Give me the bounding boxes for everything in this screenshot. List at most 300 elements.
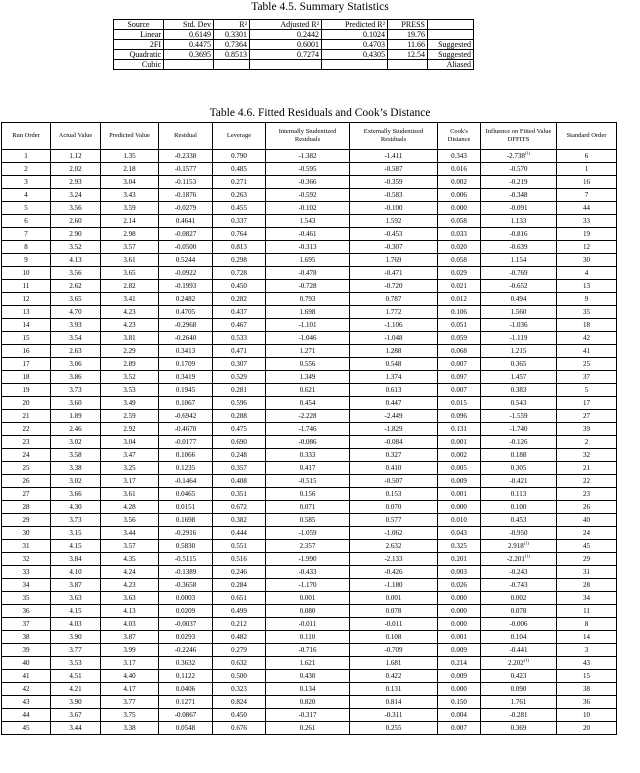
cell-internal-studentized <box>266 462 350 475</box>
table-row <box>2 228 617 241</box>
cell-value: 4.15 <box>69 542 82 550</box>
cell-value: 2 <box>24 165 28 173</box>
summary-header-press: PRESS <box>388 20 428 30</box>
cell-predicted-value <box>101 501 159 514</box>
cell-value: 0.307 <box>231 360 247 368</box>
cell-internal-studentized <box>266 488 350 501</box>
cell-standard-order <box>557 436 617 449</box>
cell-predicted-value <box>101 579 159 592</box>
cell-value: 0.548 <box>385 360 402 368</box>
cell-dffits <box>481 475 557 488</box>
cell-run-order <box>2 358 51 371</box>
cell-value: 3.93 <box>69 321 82 329</box>
cell-value: 35 <box>583 308 590 316</box>
cell-run-order <box>2 202 51 215</box>
cell-internal-studentized <box>266 449 350 462</box>
cell-actual-value <box>51 449 101 462</box>
cell-value: 3.43 <box>123 191 136 199</box>
table-row <box>2 631 617 644</box>
cell-cooks-distance <box>438 709 481 722</box>
cell-value: 0.787 <box>385 295 402 303</box>
cell-value: 0.764 <box>231 230 247 238</box>
cell-value: -0.102 <box>298 204 317 212</box>
cell-value: 2.60 <box>69 217 82 225</box>
cell-leverage <box>213 501 266 514</box>
cell-run-order <box>2 709 51 722</box>
summary-cell-press: 11.66 <box>388 40 428 50</box>
cell-value: -0.816 <box>509 230 528 238</box>
summary-cell-r-squared <box>214 60 250 70</box>
cell-value: 35 <box>22 594 30 602</box>
cell-predicted-value <box>101 657 159 670</box>
cell-external-studentized <box>350 449 438 462</box>
cell-value: 29 <box>22 516 30 524</box>
cell-value: 0.613 <box>385 386 402 394</box>
cell-residual <box>159 163 213 176</box>
cell-value: 0.288 <box>231 412 247 420</box>
summary-cell-adjusted-r-squared <box>250 60 322 70</box>
cell-predicted-value <box>101 202 159 215</box>
cell-value: -1.101 <box>298 321 317 329</box>
cell-value: 4.24 <box>123 568 136 576</box>
cell-predicted-value <box>101 644 159 657</box>
cell-leverage <box>213 488 266 501</box>
cell-value: 0.5244 <box>175 256 196 264</box>
table-row <box>2 683 617 696</box>
cell-value: 0.108 <box>385 633 402 641</box>
cell-residual <box>159 683 213 696</box>
cell-value: 43 <box>583 659 590 667</box>
cell-cooks-distance <box>438 553 481 566</box>
cell-value: 0.343 <box>451 152 467 160</box>
header-run-order: Run Order <box>2 123 51 150</box>
cell-dffits <box>481 293 557 306</box>
cell-value: 25 <box>22 464 30 472</box>
cell-value: 0.150 <box>451 698 467 706</box>
cell-predicted-value <box>101 241 159 254</box>
cell-standard-order <box>557 488 617 501</box>
cell-value: 0.485 <box>231 165 247 173</box>
cell-value: 0.551 <box>231 542 247 550</box>
cell-value: 0.007 <box>451 360 467 368</box>
cell-leverage <box>213 241 266 254</box>
cell-cooks-distance <box>438 540 481 553</box>
table-row <box>2 488 617 501</box>
cell-dffits <box>481 462 557 475</box>
cell-dffits <box>481 176 557 189</box>
cell-residual <box>159 345 213 358</box>
cell-value: 3.65 <box>123 269 136 277</box>
cell-actual-value <box>51 345 101 358</box>
cell-value: 0.188 <box>510 451 527 459</box>
cell-value: 0.471 <box>231 347 247 355</box>
cell-value: -0.307 <box>384 243 403 251</box>
cell-dffits <box>481 605 557 618</box>
cell-value: 45 <box>22 724 30 732</box>
header-dffits: Influence on Fitted Value DFFITS <box>481 123 557 150</box>
cell-value: 15 <box>22 334 30 342</box>
cell-value: -0.471 <box>384 269 403 277</box>
cell-value: 42 <box>583 334 590 342</box>
cell-leverage <box>213 436 266 449</box>
cell-value: 32 <box>22 555 30 563</box>
cell-internal-studentized <box>266 618 350 631</box>
cell-value: -0.433 <box>298 568 317 576</box>
cell-run-order <box>2 631 51 644</box>
cell-value: -1.106 <box>384 321 403 329</box>
cell-value: 0.500 <box>231 672 247 680</box>
cell-external-studentized <box>350 696 438 709</box>
cell-value: 3.59 <box>123 204 136 212</box>
cell-standard-order <box>557 709 617 722</box>
cell-value: 3.02 <box>69 438 82 446</box>
cell-value: 3.81 <box>123 334 136 342</box>
cell-external-studentized <box>350 553 438 566</box>
cell-value: 0.4641 <box>175 217 196 225</box>
cell-run-order <box>2 657 51 670</box>
cell-standard-order <box>557 722 617 735</box>
cell-value: 2.63 <box>69 347 82 355</box>
cell-value: 1.35 <box>123 152 136 160</box>
cell-predicted-value <box>101 293 159 306</box>
cell-internal-studentized <box>266 631 350 644</box>
cell-value: 1.681 <box>385 659 402 667</box>
cell-value: 0.248 <box>231 451 247 459</box>
cell-residual <box>159 267 213 280</box>
cell-value: -0.2640 <box>174 334 197 342</box>
table-row <box>2 254 617 267</box>
cell-value: -0.006 <box>509 620 528 628</box>
table-row <box>2 436 617 449</box>
cell-actual-value <box>51 228 101 241</box>
cell-value: 2.89 <box>123 360 136 368</box>
cell-value: 0.337 <box>231 217 247 225</box>
cell-run-order <box>2 566 51 579</box>
cell-external-studentized <box>350 566 438 579</box>
cell-residual <box>159 475 213 488</box>
cell-actual-value <box>51 163 101 176</box>
cell-value: -0.1876 <box>174 191 197 199</box>
cell-value: -1.829 <box>384 425 403 433</box>
cell-leverage <box>213 163 266 176</box>
summary-row <box>114 30 474 40</box>
cell-external-studentized <box>350 514 438 527</box>
cell-value: 0.004 <box>451 711 467 719</box>
cell-actual-value <box>51 644 101 657</box>
cell-value: 0.020 <box>451 243 467 251</box>
cell-external-studentized <box>350 254 438 267</box>
cell-value: -0.1389 <box>174 568 197 576</box>
table-row <box>2 475 617 488</box>
cell-cooks-distance <box>438 631 481 644</box>
cell-standard-order <box>557 618 617 631</box>
cell-value: 0.556 <box>299 360 316 368</box>
cell-value: -0.219 <box>509 178 528 186</box>
cell-standard-order <box>557 280 617 293</box>
cell-residual <box>159 202 213 215</box>
cell-value: -0.461 <box>298 230 317 238</box>
cell-value: 19 <box>22 386 30 394</box>
cell-standard-order <box>557 631 617 644</box>
cell-value: 0.033 <box>451 230 467 238</box>
cell-value: 0.009 <box>451 672 467 680</box>
cell-external-studentized <box>350 189 438 202</box>
cell-external-studentized <box>350 475 438 488</box>
table-row <box>2 449 617 462</box>
cell-value: 2.02 <box>69 165 82 173</box>
cell-value: 0.820 <box>299 698 316 706</box>
cell-predicted-value <box>101 566 159 579</box>
cell-value: 17 <box>22 360 30 368</box>
cell-value: 0.357 <box>231 464 247 472</box>
cell-external-studentized <box>350 202 438 215</box>
table-row <box>2 605 617 618</box>
cell-run-order <box>2 514 51 527</box>
summary-cell-press: 19.76 <box>388 30 428 40</box>
cell-dffits <box>481 163 557 176</box>
cell-value: 2.46 <box>69 425 82 433</box>
cell-value: 0.001 <box>451 633 467 641</box>
cell-standard-order <box>557 371 617 384</box>
cell-leverage <box>213 332 266 345</box>
cell-cooks-distance <box>438 475 481 488</box>
cell-value: 0.1066 <box>175 451 196 459</box>
cell-cooks-distance <box>438 436 481 449</box>
cell-residual <box>159 618 213 631</box>
cell-residual <box>159 332 213 345</box>
cell-value: 0.676 <box>231 724 247 732</box>
cell-run-order <box>2 241 51 254</box>
cell-external-studentized <box>350 683 438 696</box>
cell-value: 3.52 <box>69 243 82 251</box>
cell-actual-value <box>51 553 101 566</box>
cell-run-order <box>2 540 51 553</box>
cell-dffits <box>481 384 557 397</box>
cell-value: 3.90 <box>69 698 82 706</box>
cell-run-order <box>2 553 51 566</box>
cell-external-studentized <box>350 306 438 319</box>
cell-leverage <box>213 696 266 709</box>
cell-value: -0.311 <box>384 711 403 719</box>
cell-run-order <box>2 644 51 657</box>
table-row <box>2 410 617 423</box>
cell-predicted-value <box>101 215 159 228</box>
cell-external-studentized <box>350 631 438 644</box>
summary-cell-adjusted-r-squared: 0.6001 <box>250 40 322 50</box>
cell-value: -0.709 <box>384 646 403 654</box>
cell-value: 0.323 <box>231 685 247 693</box>
cell-external-studentized <box>350 280 438 293</box>
cell-value: 4.35 <box>123 555 136 563</box>
cell-predicted-value <box>101 527 159 540</box>
cell-value: -1.119 <box>509 334 528 342</box>
cell-value: 0.298 <box>231 256 247 264</box>
cell-value: 3.61 <box>123 256 136 264</box>
table-row <box>2 644 617 657</box>
cell-value: -0.243 <box>509 568 528 576</box>
cell-value: 43 <box>22 698 30 706</box>
cell-value: 20 <box>22 399 30 407</box>
cell-value: 26 <box>583 503 590 511</box>
cell-value: 3 <box>584 646 589 654</box>
cell-value: 4.03 <box>69 620 82 628</box>
cell-external-studentized <box>350 397 438 410</box>
cell-residual <box>159 254 213 267</box>
cell-value: 31 <box>22 542 30 550</box>
cell-value: 0.068 <box>451 347 467 355</box>
cell-standard-order <box>557 696 617 709</box>
cell-run-order <box>2 436 51 449</box>
cell-cooks-distance <box>438 397 481 410</box>
cell-internal-studentized <box>266 319 350 332</box>
cell-value: -0.639 <box>509 243 528 251</box>
cell-value: -0.2916 <box>174 529 197 537</box>
cell-predicted-value <box>101 670 159 683</box>
cell-value: 4.30 <box>69 503 82 511</box>
cell-actual-value <box>51 306 101 319</box>
cell-value: 0.043 <box>451 529 467 537</box>
cell-dffits <box>481 566 557 579</box>
cell-value: 0.632 <box>231 659 247 667</box>
cell-value: 0.156 <box>299 490 316 498</box>
cell-value: 4 <box>24 191 28 199</box>
cell-standard-order <box>557 332 617 345</box>
table-row <box>2 709 617 722</box>
cell-value: 40 <box>583 516 590 524</box>
cell-leverage <box>213 280 266 293</box>
cell-value: -1.382 <box>298 152 317 160</box>
cell-residual <box>159 280 213 293</box>
cell-value: 30 <box>583 256 590 264</box>
cell-internal-studentized <box>266 540 350 553</box>
cell-value: 0.007 <box>451 386 467 394</box>
cell-standard-order <box>557 319 617 332</box>
cell-value: 0.422 <box>385 672 402 680</box>
cell-run-order <box>2 683 51 696</box>
cell-internal-studentized <box>266 566 350 579</box>
summary-cell-std-dev: 0.3695 <box>164 50 214 60</box>
cell-value: 0.271 <box>231 178 247 186</box>
cell-leverage <box>213 566 266 579</box>
cell-value: -1.036 <box>509 321 528 329</box>
cell-value: -0.011 <box>384 620 403 628</box>
table-row <box>2 670 617 683</box>
cell-internal-studentized <box>266 176 350 189</box>
cell-predicted-value <box>101 709 159 722</box>
cell-cooks-distance <box>438 254 481 267</box>
cell-value: 31 <box>583 568 590 576</box>
cell-cooks-distance <box>438 228 481 241</box>
cell-value: -0.515 <box>298 477 317 485</box>
cell-value: 10 <box>583 711 590 719</box>
cell-value: -0.478 <box>298 269 317 277</box>
cell-value: 40 <box>22 659 30 667</box>
cell-value: 0.0003 <box>175 594 196 602</box>
cell-value: 0.543 <box>510 399 527 407</box>
cell-internal-studentized <box>266 241 350 254</box>
cell-actual-value <box>51 189 101 202</box>
cell-value: 0.263 <box>231 191 247 199</box>
cell-dffits <box>481 722 557 735</box>
cell-value: 2.357 <box>299 542 316 550</box>
cell-value: 3.56 <box>69 269 82 277</box>
cell-value: 4.23 <box>123 581 136 589</box>
cell-value: 0.051 <box>451 321 467 329</box>
cell-leverage <box>213 189 266 202</box>
cell-value: 13 <box>583 282 590 290</box>
cell-value: 3.54 <box>69 334 82 342</box>
cell-actual-value <box>51 319 101 332</box>
cell-leverage <box>213 254 266 267</box>
cell-value: 0.596 <box>231 399 247 407</box>
summary-cell-note: Aliased <box>428 60 474 70</box>
cell-actual-value <box>51 436 101 449</box>
cell-internal-studentized <box>266 306 350 319</box>
cell-value: 44 <box>583 204 590 212</box>
cell-predicted-value <box>101 488 159 501</box>
cell-value: 1.89 <box>69 412 82 420</box>
cell-internal-studentized <box>266 527 350 540</box>
cell-value: 3.73 <box>69 516 82 524</box>
cell-value: -0.453 <box>384 230 403 238</box>
cell-residual <box>159 527 213 540</box>
cell-value: 3.77 <box>123 698 136 706</box>
table-row <box>2 384 617 397</box>
cell-value: -0.348 <box>509 191 528 199</box>
cell-residual <box>159 371 213 384</box>
cell-value: 3.47 <box>123 451 136 459</box>
table-row <box>2 189 617 202</box>
cell-predicted-value <box>101 306 159 319</box>
cell-dffits <box>481 696 557 709</box>
cell-value: -0.0500 <box>174 243 197 251</box>
cell-value: 1 <box>24 152 28 160</box>
cell-dffits <box>481 358 557 371</box>
cell-cooks-distance <box>438 657 481 670</box>
cell-external-studentized <box>350 215 438 228</box>
table-row <box>2 202 617 215</box>
cell-leverage <box>213 514 266 527</box>
table-row <box>2 657 617 670</box>
cell-value: 0.813 <box>231 243 247 251</box>
cell-value: 7 <box>584 191 589 199</box>
cell-predicted-value <box>101 696 159 709</box>
cell-value: -0.0867 <box>174 711 197 719</box>
cell-standard-order <box>557 644 617 657</box>
cell-residual <box>159 553 213 566</box>
cell-actual-value <box>51 475 101 488</box>
table-row <box>2 215 617 228</box>
cell-value: 1.457 <box>510 373 527 381</box>
table-row <box>2 241 617 254</box>
cell-dffits <box>481 319 557 332</box>
cell-value: 7 <box>24 230 28 238</box>
cell-value: 0.131 <box>451 425 467 433</box>
cell-value: 0.1235 <box>175 464 196 472</box>
cell-run-order <box>2 293 51 306</box>
cell-value: 3.61 <box>123 490 136 498</box>
cell-residual <box>159 566 213 579</box>
cell-residual <box>159 631 213 644</box>
table-row <box>2 566 617 579</box>
cell-value: 0.015 <box>451 399 467 407</box>
cell-value: 0.450 <box>231 282 247 290</box>
cell-value: 0.430 <box>299 672 316 680</box>
cell-value: 0.0293 <box>175 633 196 641</box>
cell-value: 0.281 <box>231 386 247 394</box>
cell-value: 0.246 <box>231 568 247 576</box>
cell-run-order <box>2 215 51 228</box>
